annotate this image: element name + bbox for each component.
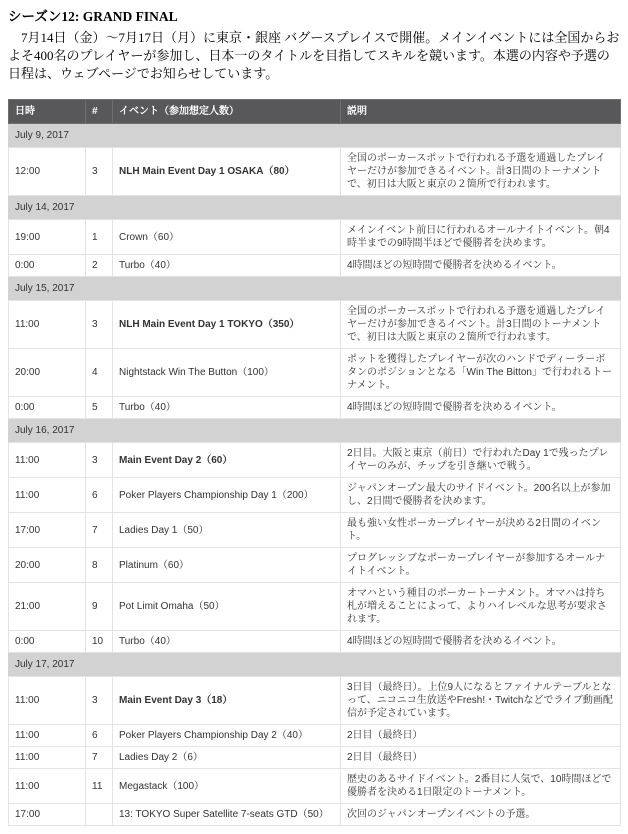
event-name-cell: NLH Main Event Day 1 TOKYO（350） xyxy=(113,301,341,349)
event-number-cell xyxy=(86,804,113,826)
event-time-cell: 0:00 xyxy=(9,255,86,277)
event-name-cell: Nightstack Win The Button（100） xyxy=(113,349,341,397)
event-row xyxy=(9,301,621,349)
event-name-cell: Ladies Day 1（50） xyxy=(113,513,341,548)
event-description-cell: プログレッシブなポーカープレイヤーが参加するオールナイトイベント。 xyxy=(341,548,621,583)
event-number-cell: 11 xyxy=(86,769,113,804)
event-time-cell: 11:00 xyxy=(9,443,86,478)
date-section-label: July 9, 2017 xyxy=(9,124,621,148)
event-name-cell: Turbo（40） xyxy=(113,631,341,653)
event-name-cell: Poker Players Championship Day 2（40） xyxy=(113,725,341,747)
event-description-cell: 4時間ほどの短時間で優勝者を決めるイベント。 xyxy=(341,397,621,419)
event-time-cell: 12:00 xyxy=(9,148,86,196)
event-number-cell: 1 xyxy=(86,220,113,255)
event-description-cell: ポットを獲得したプレイヤーが次のハンドでディーラーボタンのポジションとなる「Win The Bitton」で行われるトーナメント。 xyxy=(341,349,621,397)
event-row xyxy=(9,397,621,419)
event-description-cell: 最も強い女性ポーカープレイヤーが決める2日間のイベント。 xyxy=(341,513,621,548)
event-row xyxy=(9,747,621,769)
event-number-cell: 5 xyxy=(86,397,113,419)
event-description-cell: ジャパンオープン最大のサイドイベント。200名以上が参加し、2日間で優勝者を決めます。 xyxy=(341,478,621,513)
event-description-cell: 2日目（最終日） xyxy=(341,747,621,769)
event-name-cell: Platinum（60） xyxy=(113,548,341,583)
event-name-cell: Crown（60） xyxy=(113,220,341,255)
event-number-cell: 3 xyxy=(86,443,113,478)
table-header-row xyxy=(9,100,621,124)
event-description-cell: 全国のポーカースポットで行われる予選を通過したプレイヤーだけが参加できるイベント。計3日間のトーナメントで、初日は大阪と東京の２箇所で行われます。 xyxy=(341,301,621,349)
event-row xyxy=(9,349,621,397)
event-description-cell: メインイベント前日に行われるオールナイトイベント。朝4時半までの9時間半ほどで優勝者を決めます。 xyxy=(341,220,621,255)
date-section-label: July 14, 2017 xyxy=(9,196,621,220)
event-time-cell: 21:00 xyxy=(9,583,86,631)
event-description-cell: 歴史のあるサイドイベント。2番目に人気で、10時間ほどで優勝者を決める1日限定のトーナメント。 xyxy=(341,769,621,804)
event-description-cell: 4時間ほどの短時間で優勝者を決めるイベント。 xyxy=(341,631,621,653)
event-description-cell: 2日目。大阪と東京（前日）で行われたDay 1で残ったプレイヤーのみが、チップを引き継いで戦う。 xyxy=(341,443,621,478)
event-row xyxy=(9,631,621,653)
event-number-cell: 8 xyxy=(86,548,113,583)
event-description-cell: 全国のポーカースポットで行われる予選を通過したプレイヤーだけが参加できるイベント。計3日間のトーナメントで、初日は大阪と東京の２箇所で行われます。 xyxy=(341,148,621,196)
event-time-cell: 20:00 xyxy=(9,349,86,397)
event-number-cell: 7 xyxy=(86,747,113,769)
col-header-number: # xyxy=(86,100,113,124)
event-time-cell: 11:00 xyxy=(9,478,86,513)
event-row xyxy=(9,725,621,747)
event-row xyxy=(9,769,621,804)
event-description-cell: 4時間ほどの短時間で優勝者を決めるイベント。 xyxy=(341,255,621,277)
event-time-cell: 19:00 xyxy=(9,220,86,255)
date-section-row xyxy=(9,419,621,443)
page-title: シーズン12: GRAND FINAL xyxy=(8,9,178,24)
event-row xyxy=(9,148,621,196)
schedule-table-body xyxy=(9,124,621,826)
date-section-row xyxy=(9,653,621,677)
date-section-label: July 17, 2017 xyxy=(9,653,621,677)
event-time-cell: 17:00 xyxy=(9,804,86,826)
event-time-cell: 11:00 xyxy=(9,301,86,349)
event-time-cell: 20:00 xyxy=(9,548,86,583)
event-name-cell: Main Event Day 3（18） xyxy=(113,677,341,725)
date-section-row xyxy=(9,277,621,301)
event-name-cell: Turbo（40） xyxy=(113,397,341,419)
event-time-cell: 11:00 xyxy=(9,725,86,747)
event-name-cell: Poker Players Championship Day 1（200） xyxy=(113,478,341,513)
event-description-cell: オマハという種目のポーカートーナメント。オマハは持ち札が増えることによって、よりハイレベルな思考が要求されます。 xyxy=(341,583,621,631)
event-time-cell: 0:00 xyxy=(9,631,86,653)
event-row xyxy=(9,804,621,826)
event-number-cell: 10 xyxy=(86,631,113,653)
event-row xyxy=(9,548,621,583)
event-number-cell: 7 xyxy=(86,513,113,548)
event-number-cell: 3 xyxy=(86,148,113,196)
event-row xyxy=(9,583,621,631)
event-name-cell: Ladies Day 2（6） xyxy=(113,747,341,769)
event-description-cell: 次回のジャパンオープンイベントの予選。 xyxy=(341,804,621,826)
event-number-cell: 2 xyxy=(86,255,113,277)
event-number-cell: 3 xyxy=(86,677,113,725)
event-number-cell: 6 xyxy=(86,725,113,747)
event-row xyxy=(9,443,621,478)
event-description-cell: 2日目（最終日） xyxy=(341,725,621,747)
event-row xyxy=(9,677,621,725)
event-number-cell: 9 xyxy=(86,583,113,631)
schedule-table xyxy=(8,99,621,826)
event-number-cell: 3 xyxy=(86,301,113,349)
event-number-cell: 6 xyxy=(86,478,113,513)
date-section-label: July 16, 2017 xyxy=(9,419,621,443)
event-time-cell: 11:00 xyxy=(9,769,86,804)
event-number-cell: 4 xyxy=(86,349,113,397)
event-name-cell: Pot Limit Omaha（50） xyxy=(113,583,341,631)
col-header-datetime: 日時 xyxy=(9,100,86,124)
event-time-cell: 17:00 xyxy=(9,513,86,548)
event-name-cell: Main Event Day 2（60） xyxy=(113,443,341,478)
event-time-cell: 11:00 xyxy=(9,747,86,769)
intro-paragraph: 7月14日（金）～7月17日（月）に東京・銀座 バグースプレイスで開催。メインイベントには全国からおよそ400名のプレイヤーが参加し、日本一のタイトルを目指してスキルを競います。本選の内容や予選の日程は、ウェブページでお知らせしています。 xyxy=(8,30,620,81)
event-name-cell: Turbo（40） xyxy=(113,255,341,277)
col-header-description: 説明 xyxy=(341,100,621,124)
date-section-label: July 15, 2017 xyxy=(9,277,621,301)
event-name-cell: 13: TOKYO Super Satellite 7-seats GTD（50） xyxy=(113,804,341,826)
date-section-row xyxy=(9,196,621,220)
date-section-row xyxy=(9,124,621,148)
event-name-cell: Megastack（100） xyxy=(113,769,341,804)
event-name-cell: NLH Main Event Day 1 OSAKA（80） xyxy=(113,148,341,196)
event-time-cell: 11:00 xyxy=(9,677,86,725)
event-row xyxy=(9,220,621,255)
event-row xyxy=(9,478,621,513)
event-description-cell: 3日目（最終日）。上位9人になるとファイナルテーブルとなって、ニコニコ生放送やFresh!・Twitchなどでライブ動画配信が予定されています。 xyxy=(341,677,621,725)
col-header-event: イベント（参加想定人数） xyxy=(113,100,341,124)
event-row xyxy=(9,513,621,548)
event-row xyxy=(9,255,621,277)
event-time-cell: 0:00 xyxy=(9,397,86,419)
